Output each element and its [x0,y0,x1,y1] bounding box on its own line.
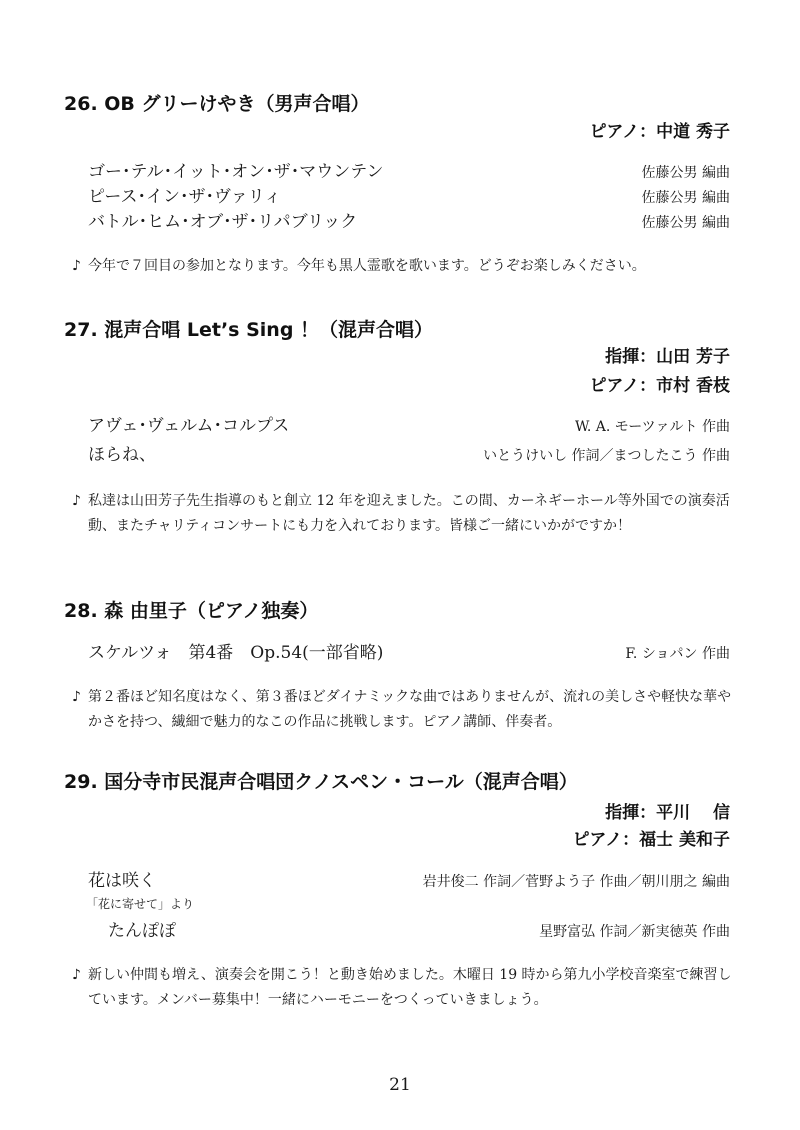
section-28-note [72,685,738,735]
section-26-piece-2-credit: 佐藤公男 編曲 [641,190,730,206]
section-29-heading: 29. 国分寺市民混声合唱団クノスペン・コール（混声合唱） [64,771,578,793]
music-note-icon: ♪ [72,967,81,983]
section-29-piece-1-title: 花は咲く [88,871,156,891]
section-29-piece-3-title: たんぽぽ [108,921,176,941]
section-27-piece-2-credit: いとうけいし 作詞／まつしたこう 作曲 [483,448,730,464]
music-note-icon: ♪ [72,493,81,509]
section-26-note-text: 今年で７回目の参加となります。今年も黒人霊歌を歌います。どうぞお楽しみください。 [88,258,646,274]
section-26-piece-2-title: ピース･イン･ザ･ヴァリィ [88,187,282,207]
section-26-piece-3-credit: 佐藤公男 編曲 [641,215,730,231]
section-28-piece-1-title: スケルツォ 第4番 Op.54(一部省略) [88,643,384,663]
section-26-piece-1-title: ゴー･テル･イット･オン･ザ･マウンテン [88,162,384,182]
section-26-note [72,254,738,279]
section-27-piece-2-title: ほらね、 [88,445,156,465]
section-27-pianist: ピアノ：市村 香枝 [589,376,730,396]
section-26-heading: 26. OB グリーけやき（男声合唱） [64,93,370,115]
section-29-piece-2-source: 「花に寄せて」より [86,897,195,911]
section-27-piece-1-credit: W. A. モーツァルト 作曲 [574,419,730,435]
section-27-note-text: 私達は山田芳子先生指導のもと創立 12 年を迎えました。この間、カーネギーホール等外国での演奏活動、またチャリティコンサートにも力を入れております。皆様ご一緒にいかがですか！ [88,493,730,534]
section-27-piece-1-title: アヴェ･ヴェルム･コルプス [88,416,290,436]
section-29-pianist: ピアノ：福士 美和子 [572,830,730,850]
section-28-note-text: 第２番ほど知名度はなく、第３番ほどダイナミックな曲ではありませんが、流れの美しさや軽快な華やかさを持つ、繊細で魅力的なこの作品に挑戦します。ピアノ講師、伴奏者。 [88,689,732,730]
section-26-piece-3-title: バトル･ヒム･オブ･ザ･リパブリック [88,212,358,232]
page-number: 21 [389,1075,411,1095]
section-26-pianist: ピアノ：中道 秀子 [589,122,730,142]
section-27-heading: 27. 混声合唱 Let’s Sing ！（混声合唱） [64,319,434,341]
section-28-piece-1-credit: F. ショパン 作曲 [625,646,730,662]
section-26-piece-1-credit: 佐藤公男 編曲 [641,165,730,181]
section-27-conductor: 指揮：山田 芳子 [605,347,730,367]
music-note-icon: ♪ [72,689,81,705]
section-29-conductor: 指揮：平川 信 [605,803,730,823]
section-29-note [72,963,738,1013]
section-29-piece-1-credit: 岩井俊二 作詞／菅野よう子 作曲／朝川朋之 編曲 [422,874,730,890]
section-28-heading: 28. 森 由里子（ピアノ独奏） [64,600,319,622]
section-27-note [72,489,738,539]
section-29-piece-3-credit: 星野富弘 作詞／新実徳英 作曲 [539,924,730,940]
section-29-note-text: 新しい仲間も増え、演奏会を開こう！と動き始めました。木曜日 19 時から第九小学校音楽室で練習しています。メンバー募集中！一緒にハーモニーをつくっていきましょう。 [88,967,732,1008]
music-note-icon: ♪ [72,258,81,274]
